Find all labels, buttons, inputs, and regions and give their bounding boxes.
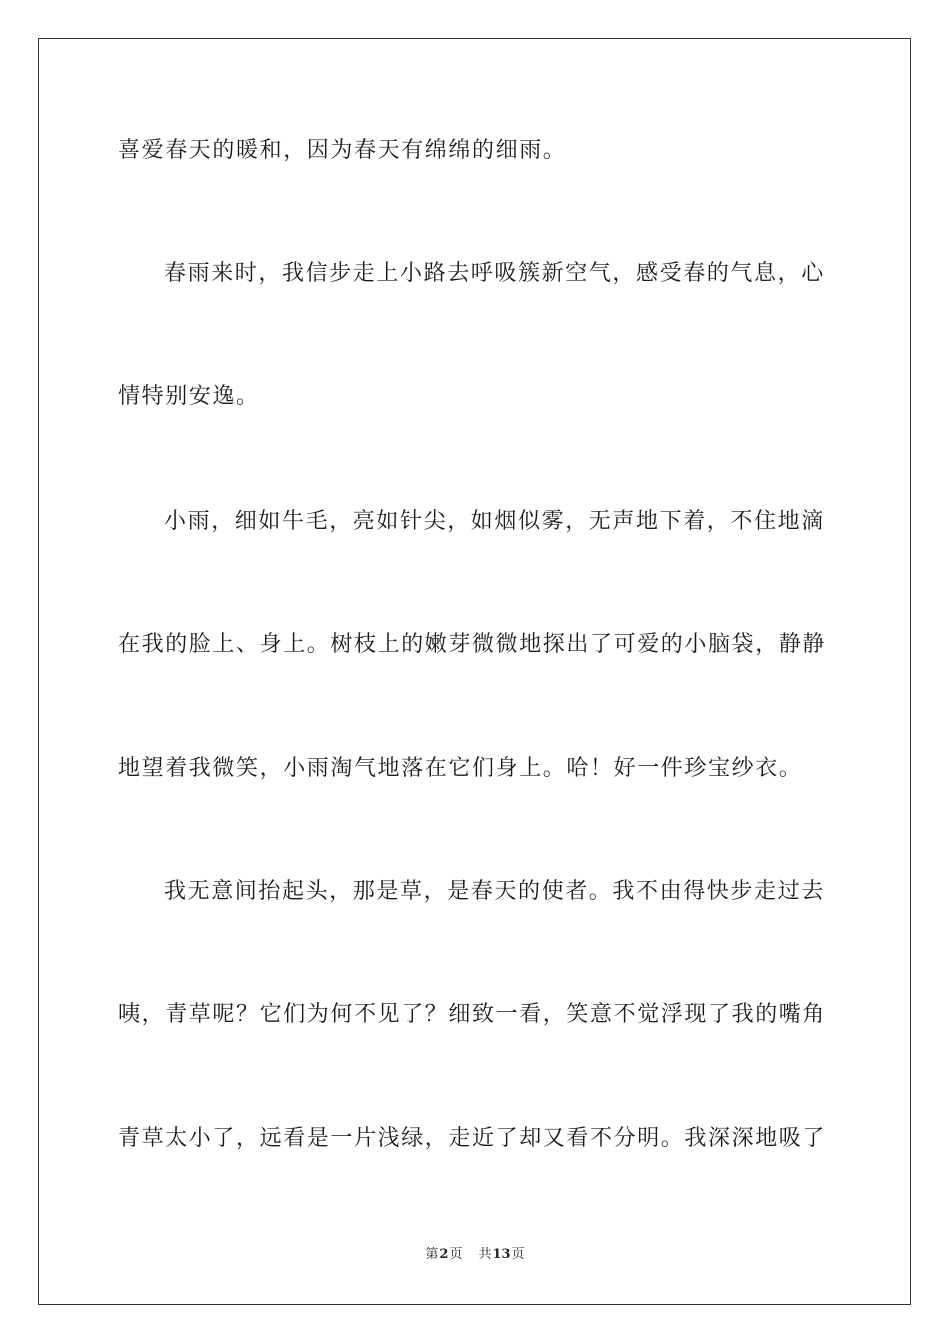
text-line: 喜爱春天的暖和，因为春天有绵绵的细雨。 bbox=[118, 138, 567, 163]
total-suffix: 页 bbox=[511, 1247, 525, 1262]
text-line: 咦，青草呢？它们为何不见了？细致一看，笑意不觉浮现了我的嘴角 bbox=[118, 1002, 827, 1027]
page-suffix: 页 bbox=[449, 1247, 463, 1262]
paragraph-first-line: 春雨来时，我信步走上小路去呼吸簇新空气，感受春的气息，心 bbox=[164, 261, 825, 286]
text-line: 在我的脸上、身上。树枝上的嫩芽微微地探出了可爱的小脑袋，静静 bbox=[118, 632, 827, 657]
text-line: 情特别安逸。 bbox=[118, 384, 260, 409]
text-line: 地望着我微笑，小雨淘气地落在它们身上。哈！好一件珍宝纱衣。 bbox=[118, 756, 803, 781]
total-page-count: 13 bbox=[492, 1247, 511, 1262]
page-prefix: 第 bbox=[425, 1247, 439, 1262]
paragraph-first-line: 我无意间抬起头，那是草，是春天的使者。我不由得快步走过去 bbox=[164, 879, 825, 904]
total-prefix: 共 bbox=[478, 1247, 492, 1262]
text-line: 青草太小了，远看是一片浅绿，走近了却又看不分明。我深深地吸了 bbox=[118, 1126, 827, 1151]
current-page-number: 2 bbox=[439, 1247, 449, 1262]
page-footer bbox=[0, 1246, 950, 1264]
paragraph-first-line: 小雨，细如牛毛，亮如针尖，如烟似雾，无声地下着，不住地滴 bbox=[164, 509, 825, 534]
page-frame bbox=[38, 38, 911, 1305]
